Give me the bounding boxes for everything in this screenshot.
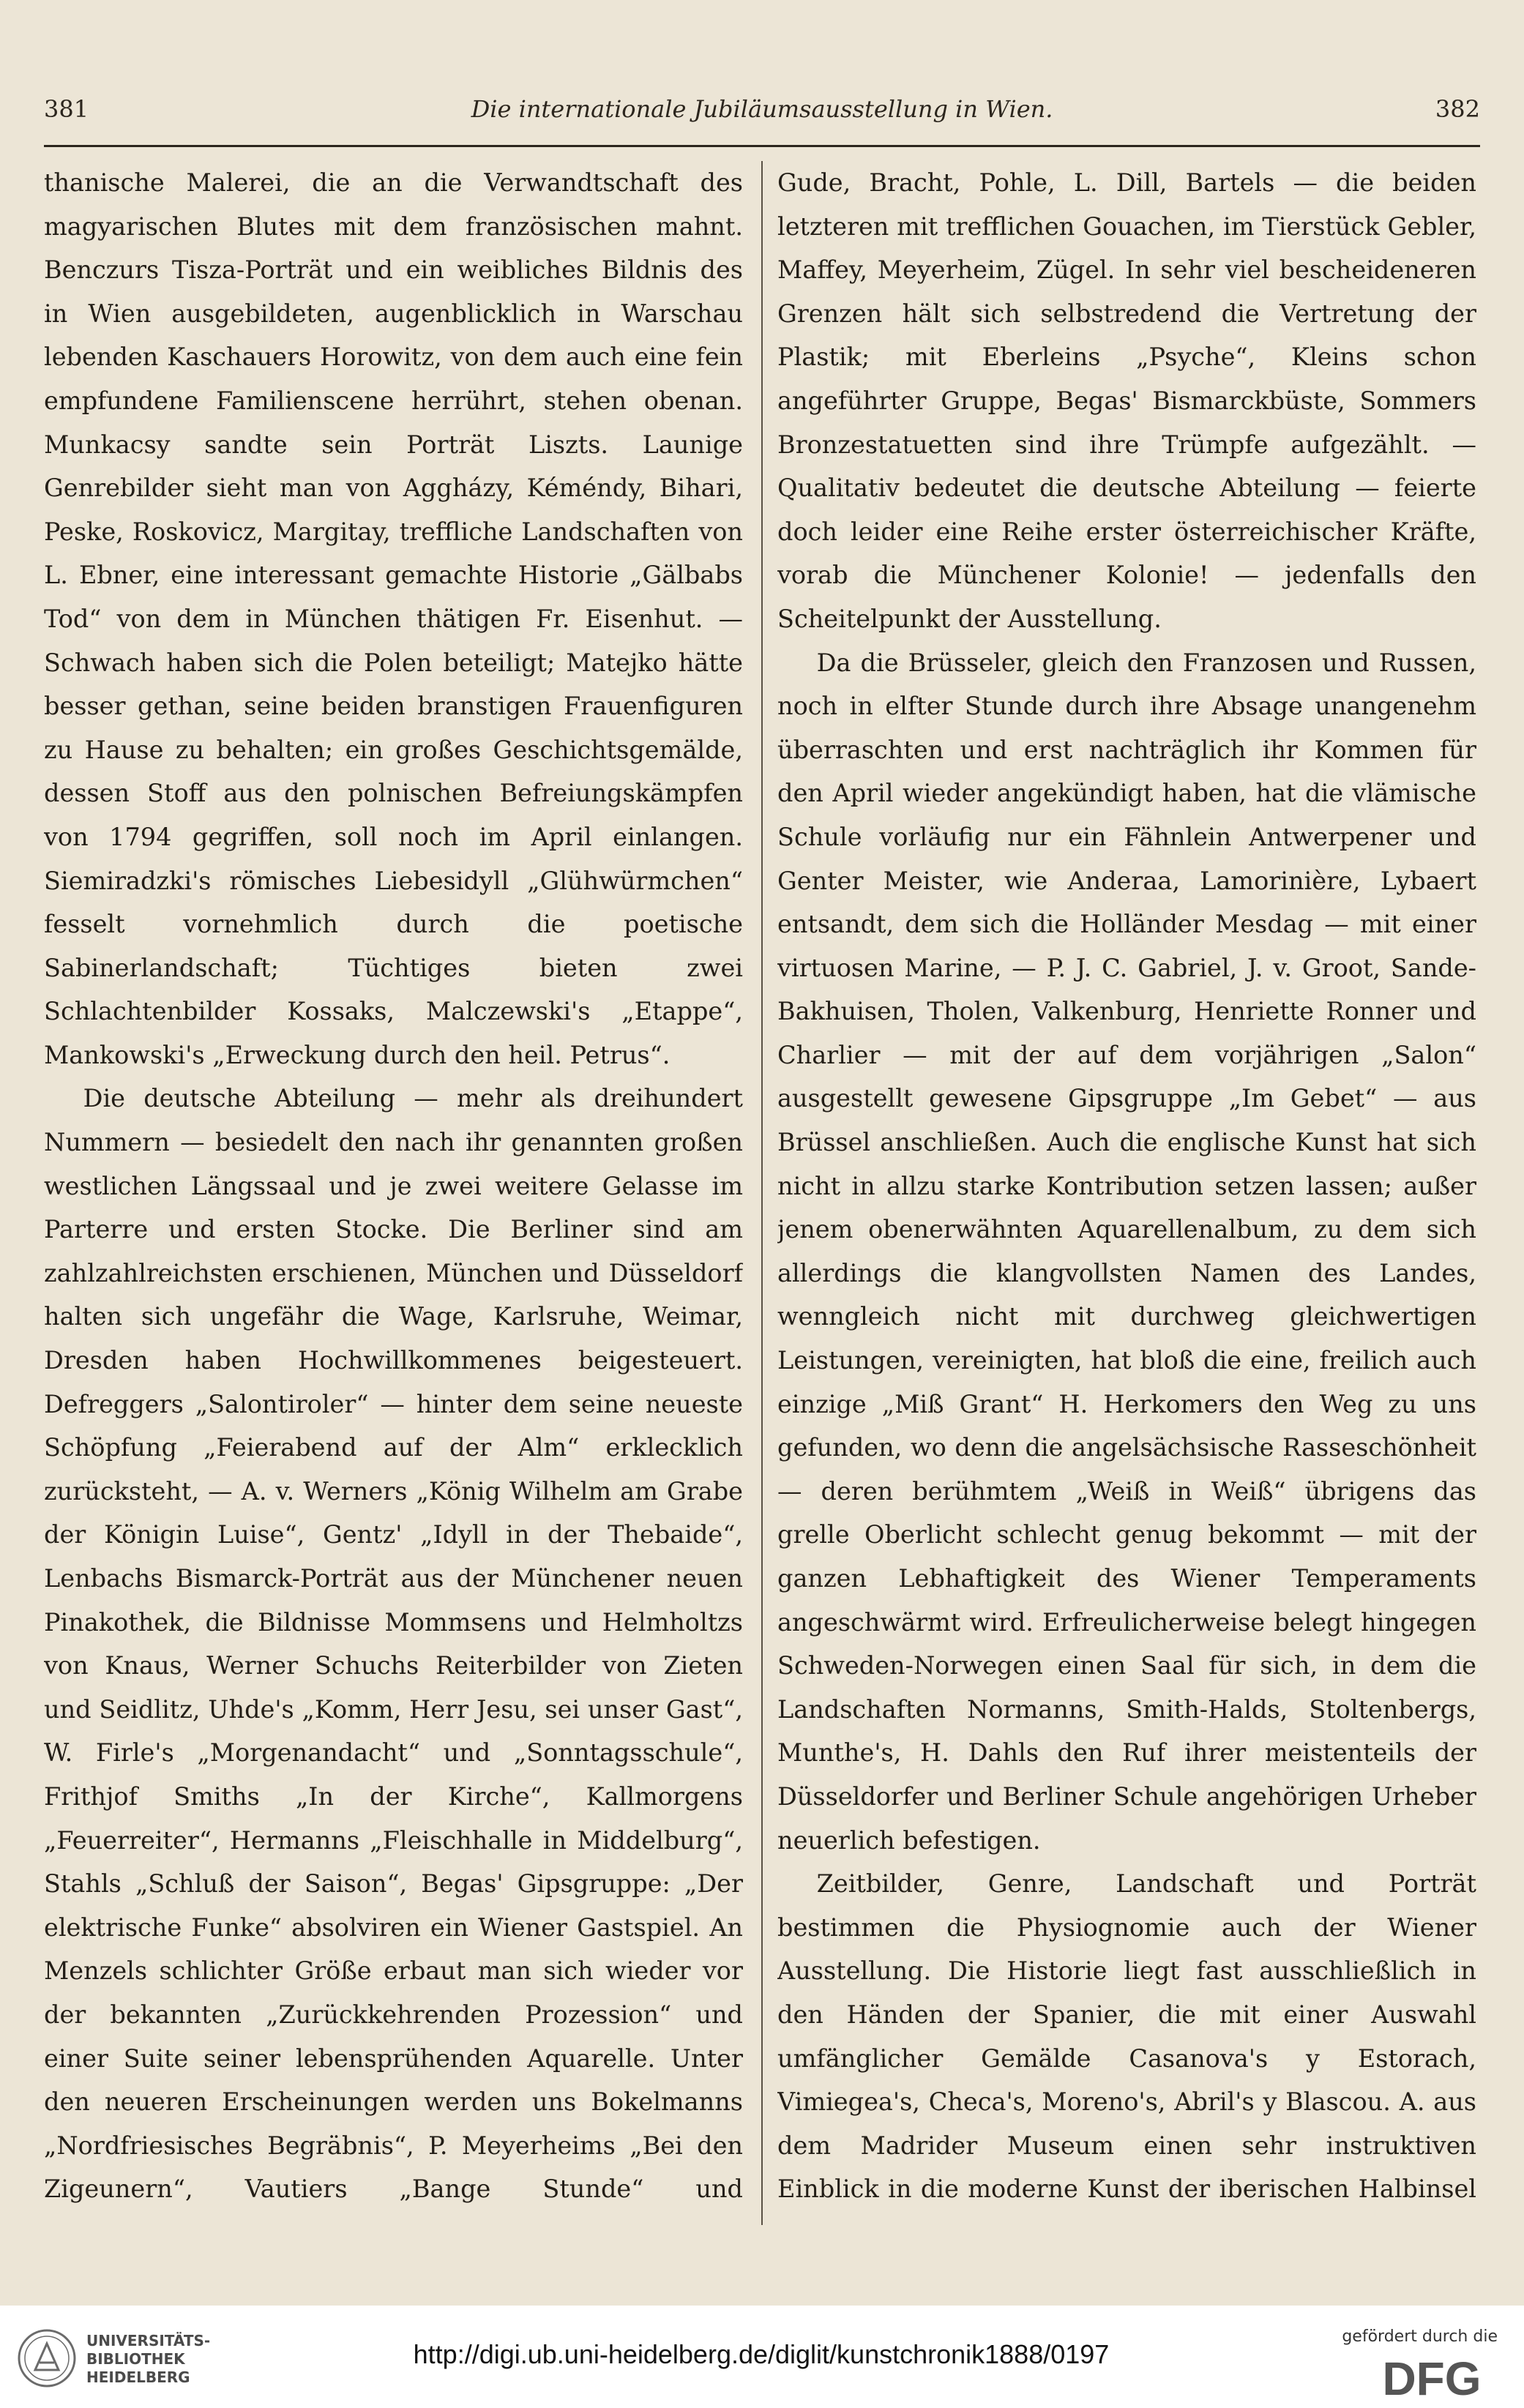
page-number-right: 382 <box>1435 95 1480 123</box>
right-paragraph-3: Zeitbilder, Genre, Landschaft und Porträt bestimmen die Physiognomie auch der Wiener Ausstellung. Die Historie liegt fast ausschließlich in den Händen der Spanier, die mit einer Auswahl umfänglicher Gemälde Casanova's y Estorach, Vimiegea's, Checa's, Moreno's, Abril's y Blascou. A. aus dem Madrider Museum einen sehr instruktiven Einblick in die moderne Kunst der iberischen Halbinsel <box>777 1869 1476 2204</box>
running-head <box>44 95 1480 139</box>
sponsor-label: gefördert durch die <box>1342 2327 1498 2346</box>
left-paragraph-1: thanische Malerei, die an die Verwandtschaft des magyarischen Blutes mit dem französischen mahnt. Benczurs Tisza-Porträt und ein weibliches Bildnis des in Wien ausgebildeten, augenblicklich in Warschau lebenden Kaschauers Horowitz, von dem auch eine fein empfundene Familienscene herrührt, stehen obenan. Munkacsy sandte sein Porträt Liszts. Launige Genrebilder sieht man von Aggházy, Kéméndy, Bihari, Peske, Roskovicz, Margitay, treffliche Landschaften von L. Ebner, eine interessant gemachte Historie „Gälbabs Tod“ von dem in München thätigen Fr. Eisenhut. — Schwach haben sich die Polen beteiligt; Matejko hätte besser gethan, seine beiden branstigen Frauenfiguren zu Hause zu behalten; ein großes Geschichtsgemälde, dessen Stoff aus den polnischen Befreiungskämpfen von 1794 gegriffen, soll noch im April einlangen. Siemiradzki's römisches Liebesidyll „Glühwürmchen“ fesselt vornehmlich durch die poetische Sabinerlandschaft; Tüchtiges bieten zwei Schlachtenbilder Kossaks, Malczewski's „Etappe“, Mankowski's „Erweckung durch den heil. Petrus“. <box>44 168 743 1069</box>
left-paragraph-2: Die deutsche Abteilung — mehr als dreihundert Nummern — besiedelt den nach ihr genannten großen westlichen Längssaal und je zwei weitere Gelasse im Parterre und ersten Stocke. Die Berliner sind am zahlzahlreichsten erschienen, München und Düsseldorf halten sich ungefähr die Wage, Karlsruhe, Weimar, Dresden haben Hochwillkommenes beigesteuert. Defreggers „Salontiroler“ — hinter dem seine neueste Schöpfung „Feierabend auf der Alm“ erklecklich zurücksteht, — A. v. Werners „König Wilhelm am Grabe der Königin Luise“, Gentz' „Idyll in der Thebaide“, Lenbachs Bismarck-Porträt aus der Münchener neuen Pinakothek, die Bildnisse Mommsens und Helmholtzs von Knaus, Werner Schuchs Reiterbilder von Zieten und Seidlitz, Uhde's „Komm, Herr Jesu, sei unser Gast“, W. Firle's „Morgenandacht“ und „Sonntagsschule“, Frithjof Smiths „In der Kirche“, Kallmorgens „Feuerreiter“, Hermanns „Fleischhalle in Middelburg“, Stahls „Schluß der Saison“, Begas' Gipsgruppe: „Der elektrische Funke“ absolviren ein Wiener Gastspiel. An Menzels schlichter Größe erbaut man sich wieder vor der bekannten „Zurückkehrenden Prozession“ und einer Suite seiner lebensprühenden Aquarelle. Unter den neueren Erscheinungen werden uns Bokelmanns „Nordfriesisches Begräbnis“, P. Meyerheims „Bei den Zigeunern“, Vautiers „Bange Stunde“ und <box>44 1084 743 2204</box>
right-paragraph-1: Gude, Bracht, Pohle, L. Dill, Bartels — die beiden letzteren mit trefflichen Gouachen, im Tierstück Gebler, Maffey, Meyerheim, Zügel. In sehr viel bescheideneren Grenzen hält sich selbstredend die Vertretung der Plastik; mit Eberleins „Psyche“, Kleins schon angeführter Gruppe, Begas' Bismarckbüste, Sommers Bronzestatuetten sind ihre Trümpfe aufgezählt. — Qualitativ bedeutet die deutsche Abteilung — feierte doch leider eine Reihe erster österreichischer Kräfte, vorab die Münchener Kolonie! — jedenfalls den Scheitelpunkt der Ausstellung. <box>777 168 1476 633</box>
right-column <box>777 161 1476 2218</box>
left-column <box>44 161 743 2218</box>
university-seal-icon <box>16 2327 78 2389</box>
university-name-line: BIBLIOTHEK <box>86 2350 185 2368</box>
university-name-line: HEIDELBERG <box>86 2368 190 2386</box>
right-paragraph-2: Da die Brüsseler, gleich den Franzosen und Russen, noch in elfter Stunde durch ihre Absage unangenehm überraschten und erst nachträglich ihr Kommen für den April wieder angekündigt haben, hat die vlämische Schule vorläufig nur ein Fähnlein Antwerpener und Genter Meister, wie Anderaa, Lamorinière, Lybaert entsandt, dem sich die Holländer Mesdag — mit einer virtuosen Marine, — P. J. C. Gabriel, J. v. Groot, Sande-Bakhuisen, Tholen, Valkenburg, Henriette Ronner und Charlier — mit der auf dem vorjährigen „Salon“ ausgestellt gewesene Gipsgruppe „Im Gebet“ — aus Brüssel anschließen. Auch die englische Kunst hat sich nicht in allzu starke Kontribution setzen lassen; außer jenem obenerwähnten Aquarellenalbum, zu dem sich allerdings die klangvollsten Namen des Landes, wenngleich nicht mit durchweg gleichwertigen Leistungen, vereinigten, hat bloß die eine, freilich auch einzige „Miß Grant“ H. Herkomers den Weg zu uns gefunden, wo denn die angelsächsische Rasseschönheit — deren berühmtem „Weiß in Weiß“ übrigens das grelle Oberlicht schlecht genug bekommt — mit der ganzen Lebhaftigkeit des Wiener Temperaments angeschwärmt wird. Erfreulicherweise belegt hingegen Schweden-Norwegen einen Saal für sich, in dem die Landschaften Normanns, Smith-Halds, Stoltenbergs, Munthe's, H. Dahls den Ruf ihrer meistenteils der Düsseldorfer und Berliner Schule angehörigen Urheber neuerlich befestigen. <box>777 648 1476 1855</box>
source-url-link[interactable]: http://digi.ub.uni-heidelberg.de/diglit/kunstchronik1888/0197 <box>413 2339 1110 2369</box>
footer-bar <box>0 2306 1524 2408</box>
column-divider <box>761 161 763 2225</box>
running-title: Die internationale Jubiläumsausstellung in Wien. <box>471 95 1053 123</box>
header-rule <box>44 145 1480 147</box>
dfg-logo-text: DFG <box>1382 2352 1482 2401</box>
university-name-line: UNIVERSITÄTS- <box>86 2332 211 2349</box>
university-name <box>86 2332 277 2387</box>
dfg-logo <box>1366 2352 1498 2401</box>
page-number-left: 381 <box>44 95 89 123</box>
